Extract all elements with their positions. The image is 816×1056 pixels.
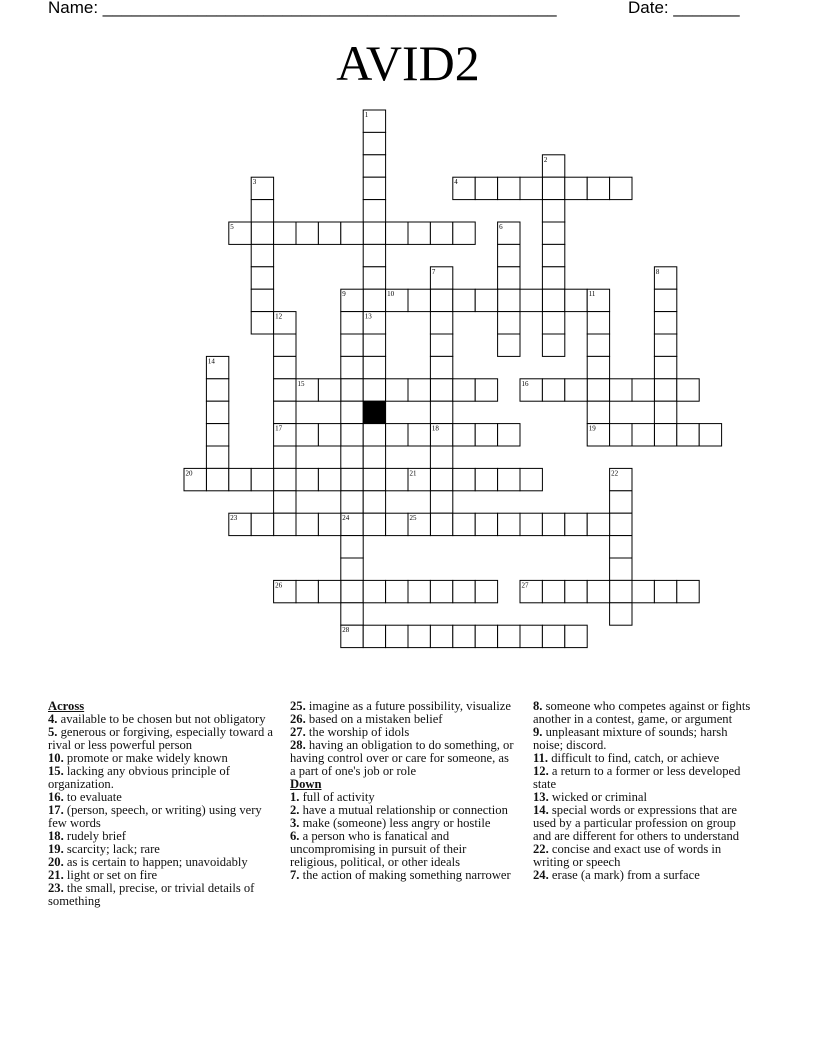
clue-text: make (someone) less angry or hostile	[302, 816, 491, 830]
grid-cell[interactable]	[498, 513, 520, 535]
grid-cell[interactable]	[341, 312, 363, 334]
clue-text: lacking any obvious principle of organization.	[48, 764, 230, 791]
clue-14	[533, 804, 755, 843]
clue-9	[533, 726, 755, 752]
grid-cell[interactable]	[318, 468, 340, 490]
grid-cell[interactable]	[520, 177, 542, 199]
clue-number: 3.	[290, 816, 300, 830]
grid-cell[interactable]	[296, 580, 318, 602]
clue-28	[290, 739, 516, 778]
grid-cell[interactable]	[542, 334, 564, 356]
grid-cell[interactable]	[251, 289, 273, 311]
grid-cell[interactable]	[498, 177, 520, 199]
grid-cell[interactable]	[296, 468, 318, 490]
grid-cell[interactable]	[363, 222, 385, 244]
cell-number-8: 8	[655, 267, 660, 276]
grid-cell[interactable]	[206, 446, 228, 468]
grid-cell[interactable]	[610, 424, 632, 446]
grid-cell[interactable]	[251, 244, 273, 266]
grid-cell[interactable]	[363, 446, 385, 468]
cell-number-15: 15	[297, 379, 305, 388]
grid-cell[interactable]	[430, 625, 452, 647]
grid-cell[interactable]	[498, 468, 520, 490]
grid-cell[interactable]	[565, 289, 587, 311]
grid-cell[interactable]	[453, 513, 475, 535]
grid-cell[interactable]	[587, 580, 609, 602]
clue-text: generous or forgiving, especially toward a rival or less powerful person	[48, 725, 274, 752]
grid-cell[interactable]	[274, 491, 296, 513]
clue-text: as is certain to happen; unavoidably	[66, 855, 248, 869]
grid-cell[interactable]	[632, 580, 654, 602]
grid-cell[interactable]	[363, 356, 385, 378]
grid-cell[interactable]	[610, 580, 632, 602]
grid-cell[interactable]	[587, 513, 609, 535]
grid-cell[interactable]	[386, 513, 408, 535]
clue-text: have a mutual relationship or connection	[302, 803, 508, 817]
clue-number: 27.	[290, 725, 306, 739]
grid-cell[interactable]	[475, 379, 497, 401]
clue-number: 16.	[48, 790, 64, 804]
grid-cell[interactable]	[341, 401, 363, 423]
grid-cell[interactable]	[565, 625, 587, 647]
cell-number-23: 23	[230, 514, 238, 523]
cell-number-10: 10	[387, 290, 395, 299]
clue-5	[48, 726, 276, 752]
cell-number-9: 9	[342, 290, 346, 299]
grid-cell[interactable]	[386, 468, 408, 490]
name-field[interactable]: Name: ________________________________________________	[48, 0, 557, 17]
grid-cell[interactable]	[296, 424, 318, 446]
grid-cell[interactable]	[453, 379, 475, 401]
grid-cell[interactable]	[520, 513, 542, 535]
grid-cell[interactable]	[475, 625, 497, 647]
grid-cell[interactable]	[206, 379, 228, 401]
cell-number-27: 27	[521, 581, 529, 590]
clue-6	[290, 830, 516, 869]
grid-cell[interactable]	[610, 558, 632, 580]
grid-cell[interactable]	[498, 334, 520, 356]
cell-number-11: 11	[588, 290, 596, 299]
grid-cell[interactable]	[453, 625, 475, 647]
clue-number: 23.	[48, 881, 64, 895]
cell-number-6: 6	[499, 223, 503, 231]
clue-text: rudely brief	[66, 829, 127, 843]
grid-cell[interactable]	[341, 424, 363, 446]
grid-cell[interactable]	[408, 222, 430, 244]
grid-cell[interactable]	[408, 580, 430, 602]
clue-text: a return to a former or less developed state	[533, 764, 741, 791]
grid-cell[interactable]	[408, 424, 430, 446]
grid-cell[interactable]	[654, 580, 676, 602]
grid-cell[interactable]	[542, 289, 564, 311]
grid-cell[interactable]	[430, 222, 452, 244]
across-heading: Across	[48, 699, 85, 713]
grid-cell[interactable]	[610, 536, 632, 558]
clue-number: 4.	[48, 712, 58, 726]
grid-cell[interactable]	[341, 580, 363, 602]
grid-cell[interactable]	[565, 177, 587, 199]
clue-number: 8.	[533, 699, 543, 713]
date-field[interactable]: Date: _______	[628, 0, 740, 17]
clue-text: light or set on fire	[66, 868, 158, 882]
grid-cell[interactable]	[654, 334, 676, 356]
grid-cell[interactable]	[251, 200, 273, 222]
grid-cell[interactable]	[363, 580, 385, 602]
grid-cell[interactable]	[475, 424, 497, 446]
grid-cell[interactable]	[274, 356, 296, 378]
cell-number-2: 2	[543, 155, 548, 164]
grid-cell[interactable]	[408, 289, 430, 311]
cell-number-25: 25	[409, 514, 417, 523]
cell-number-5: 5	[230, 223, 234, 231]
grid-cell[interactable]	[206, 468, 228, 490]
clue-number: 20.	[48, 855, 64, 869]
grid-cell[interactable]	[363, 468, 385, 490]
grid-cell[interactable]	[363, 625, 385, 647]
grid-cell[interactable]	[498, 424, 520, 446]
grid-cell[interactable]	[654, 289, 676, 311]
grid-cell[interactable]	[363, 244, 385, 266]
cell-number-20: 20	[185, 469, 193, 478]
grid-cell[interactable]	[453, 580, 475, 602]
grid-cell[interactable]	[542, 625, 564, 647]
cell-number-24: 24	[342, 514, 350, 523]
grid-cell[interactable]	[430, 513, 452, 535]
grid-cell[interactable]	[430, 334, 452, 356]
clue-column-2	[290, 700, 516, 882]
cell-number-3: 3	[252, 178, 257, 187]
cell-number-28: 28	[342, 626, 350, 635]
clue-8	[533, 700, 755, 726]
clue-text: wicked or criminal	[551, 790, 648, 804]
grid-cell[interactable]	[699, 424, 721, 446]
clue-number: 1.	[290, 790, 300, 804]
clue-23	[48, 882, 276, 908]
grid-cell[interactable]	[677, 379, 699, 401]
grid-cell[interactable]	[251, 312, 273, 334]
clue-number: 28.	[290, 738, 306, 752]
grid-cell[interactable]	[386, 379, 408, 401]
grid-cell[interactable]	[610, 491, 632, 513]
grid-cell[interactable]	[341, 536, 363, 558]
grid-cell[interactable]	[341, 468, 363, 490]
grid-cell[interactable]	[565, 513, 587, 535]
clue-number: 6.	[290, 829, 300, 843]
clue-text: the worship of idols	[308, 725, 410, 739]
clue-17	[48, 804, 276, 830]
puzzle-title: AVID2	[336, 35, 480, 91]
grid-cell[interactable]	[430, 468, 452, 490]
grid-cell[interactable]	[386, 625, 408, 647]
clue-number: 10.	[48, 751, 64, 765]
clue-text: imagine as a future possibility, visualize	[308, 699, 511, 713]
clue-text: a person who is fanatical and uncompromising in pursuit of their religious, political, or other ideals	[290, 829, 467, 869]
grid-cell[interactable]	[363, 200, 385, 222]
grid-cell[interactable]	[363, 132, 385, 154]
clue-number: 13.	[533, 790, 549, 804]
grid-cell[interactable]	[386, 222, 408, 244]
cell-number-17: 17	[275, 424, 283, 433]
grid-cell[interactable]	[386, 424, 408, 446]
cell-number-4: 4	[454, 178, 458, 187]
clue-text: erase (a mark) from a surface	[551, 868, 700, 882]
clue-text: the small, precise, or trivial details of something	[48, 881, 255, 908]
grid-cell[interactable]	[610, 603, 632, 625]
grid-cell[interactable]	[542, 267, 564, 289]
grid-cell[interactable]	[341, 222, 363, 244]
cell-number-16: 16	[521, 379, 529, 388]
grid-cell[interactable]	[386, 580, 408, 602]
grid-cell[interactable]	[542, 513, 564, 535]
grid-cell[interactable]	[520, 625, 542, 647]
grid-cell[interactable]	[520, 289, 542, 311]
clue-number: 12.	[533, 764, 549, 778]
grid-cell[interactable]	[475, 289, 497, 311]
cell-number-19: 19	[588, 424, 596, 433]
grid-cell[interactable]	[654, 356, 676, 378]
clue-text: special words or expressions that are used by a particular profession on group and are different for others to understand	[533, 803, 740, 843]
grid-cell[interactable]	[610, 513, 632, 535]
clue-number: 2.	[290, 803, 300, 817]
grid-cell[interactable]	[430, 356, 452, 378]
grid-cell[interactable]	[430, 446, 452, 468]
cell-number-22: 22	[611, 469, 619, 478]
grid-cell[interactable]	[453, 222, 475, 244]
clue-number: 11.	[533, 751, 549, 765]
grid-cell[interactable]	[610, 177, 632, 199]
clue-text: unpleasant mixture of sounds; harsh noise; discord.	[533, 725, 728, 752]
grid-cell[interactable]	[318, 513, 340, 535]
grid-cell[interactable]	[318, 222, 340, 244]
grid-cell[interactable]	[520, 468, 542, 490]
grid-cell[interactable]	[363, 289, 385, 311]
clue-7	[290, 869, 516, 882]
grid-cell[interactable]	[430, 379, 452, 401]
clue-text: scarcity; lack; rare	[66, 842, 160, 856]
clue-number: 21.	[48, 868, 64, 882]
grid-cell[interactable]	[565, 580, 587, 602]
grid-cell[interactable]	[542, 200, 564, 222]
grid-cell[interactable]	[274, 513, 296, 535]
grid-cell[interactable]	[274, 446, 296, 468]
grid-cell[interactable]	[542, 379, 564, 401]
grid-cell[interactable]	[632, 424, 654, 446]
clue-text: (person, speech, or writing) using very few words	[48, 803, 262, 830]
grid-cell[interactable]	[363, 267, 385, 289]
grid-cell[interactable]	[274, 222, 296, 244]
grid-cell[interactable]	[565, 379, 587, 401]
cell-number-18: 18	[431, 424, 439, 433]
grid-cell[interactable]	[363, 379, 385, 401]
clue-number: 25.	[290, 699, 306, 713]
clue-12	[533, 765, 755, 791]
clue-15	[48, 765, 276, 791]
grid-cell[interactable]	[542, 222, 564, 244]
grid-cell[interactable]	[475, 468, 497, 490]
grid-cell[interactable]	[274, 401, 296, 423]
grid-cell[interactable]	[251, 468, 273, 490]
grid-cell[interactable]	[363, 513, 385, 535]
clue-number: 24.	[533, 868, 549, 882]
grid-cell[interactable]	[206, 424, 228, 446]
grid-cell[interactable]	[498, 244, 520, 266]
clue-24	[533, 869, 755, 882]
grid-cell[interactable]	[587, 356, 609, 378]
clue-number: 5.	[48, 725, 58, 739]
grid-cell[interactable]	[542, 177, 564, 199]
grid-cell[interactable]	[430, 580, 452, 602]
grid-cell[interactable]	[363, 155, 385, 177]
black-square	[363, 401, 385, 423]
grid-cell[interactable]	[430, 491, 452, 513]
cell-number-13: 13	[364, 312, 372, 321]
grid-cell[interactable]	[341, 491, 363, 513]
grid-cell[interactable]	[542, 580, 564, 602]
grid-cell[interactable]	[610, 379, 632, 401]
grid-cell[interactable]	[341, 334, 363, 356]
clue-text: to evaluate	[66, 790, 122, 804]
grid-cell[interactable]	[654, 424, 676, 446]
grid-cell[interactable]	[341, 356, 363, 378]
clue-number: 19.	[48, 842, 64, 856]
down-heading: Down	[290, 777, 322, 791]
grid-cell[interactable]	[363, 491, 385, 513]
grid-cell[interactable]	[408, 379, 430, 401]
clue-text: available to be chosen but not obligatory	[60, 712, 266, 726]
clue-number: 18.	[48, 829, 64, 843]
grid-cell[interactable]	[453, 468, 475, 490]
grid-cell[interactable]	[274, 379, 296, 401]
clue-number: 7.	[290, 868, 300, 882]
grid-cell[interactable]	[274, 334, 296, 356]
clue-text: based on a mistaken belief	[308, 712, 443, 726]
grid-cell[interactable]	[587, 401, 609, 423]
cell-number-1: 1	[364, 111, 369, 119]
grid-cell[interactable]	[251, 222, 273, 244]
grid-cell[interactable]	[430, 289, 452, 311]
clue-number: 22.	[533, 842, 549, 856]
clue-text: difficult to find, catch, or achieve	[551, 751, 720, 765]
grid-cell[interactable]	[498, 267, 520, 289]
cell-number-14: 14	[207, 357, 215, 366]
grid-cell[interactable]	[632, 379, 654, 401]
clue-text: full of activity	[302, 790, 375, 804]
clue-column-1	[48, 700, 276, 908]
grid-cell[interactable]	[296, 222, 318, 244]
clue-number: 15.	[48, 764, 64, 778]
grid-cell[interactable]	[274, 468, 296, 490]
grid-cell[interactable]	[587, 177, 609, 199]
clue-text: concise and exact use of words in writing or speech	[533, 842, 722, 869]
grid-cell[interactable]	[475, 580, 497, 602]
grid-cell[interactable]	[453, 289, 475, 311]
grid-cell[interactable]	[251, 513, 273, 535]
grid-cell[interactable]	[363, 177, 385, 199]
grid-cell[interactable]	[498, 625, 520, 647]
cell-number-26: 26	[275, 581, 283, 590]
grid-cell[interactable]	[251, 267, 273, 289]
clue-text: promote or make widely known	[66, 751, 228, 765]
grid-cell[interactable]	[318, 424, 340, 446]
clue-number: 14.	[533, 803, 549, 817]
grid-cell[interactable]	[341, 379, 363, 401]
grid-cell[interactable]	[587, 312, 609, 334]
grid-cell[interactable]	[296, 513, 318, 535]
cell-number-12: 12	[275, 312, 283, 321]
clue-column-3	[533, 700, 755, 882]
clue-number: 26.	[290, 712, 306, 726]
grid-cell[interactable]	[677, 424, 699, 446]
grid-cell[interactable]	[654, 379, 676, 401]
grid-cell[interactable]	[430, 401, 452, 423]
grid-cell[interactable]	[430, 312, 452, 334]
grid-cell[interactable]	[475, 177, 497, 199]
grid-cell[interactable]	[475, 513, 497, 535]
grid-cell[interactable]	[587, 379, 609, 401]
clue-22	[533, 843, 755, 869]
grid-cell[interactable]	[654, 312, 676, 334]
grid-cell[interactable]	[229, 468, 251, 490]
cell-number-7: 7	[431, 267, 436, 276]
grid-cell[interactable]	[542, 312, 564, 334]
grid-cell[interactable]	[654, 401, 676, 423]
grid-cell[interactable]	[542, 244, 564, 266]
clue-text: having an obligation to do something, or having control over or care for someone, as a part of one's job or role	[290, 738, 514, 778]
clue-number: 17.	[48, 803, 64, 817]
grid-cell[interactable]	[453, 424, 475, 446]
grid-cell[interactable]	[206, 401, 228, 423]
grid-cell[interactable]	[341, 558, 363, 580]
clue-text: the action of making something narrower	[302, 868, 511, 882]
grid-cell[interactable]	[498, 289, 520, 311]
grid-cell[interactable]	[408, 625, 430, 647]
grid-cell[interactable]	[318, 580, 340, 602]
grid-cell[interactable]	[318, 379, 340, 401]
grid-cell[interactable]	[341, 603, 363, 625]
grid-cell[interactable]	[363, 424, 385, 446]
clue-number: 9.	[533, 725, 543, 739]
grid-cell[interactable]	[587, 334, 609, 356]
cell-number-21: 21	[409, 469, 417, 478]
clue-text: someone who competes against or fights another in a contest, game, or argument	[533, 699, 751, 726]
grid-cell[interactable]	[363, 334, 385, 356]
grid-cell[interactable]	[677, 580, 699, 602]
grid-cell[interactable]	[498, 312, 520, 334]
grid-cell[interactable]	[341, 446, 363, 468]
